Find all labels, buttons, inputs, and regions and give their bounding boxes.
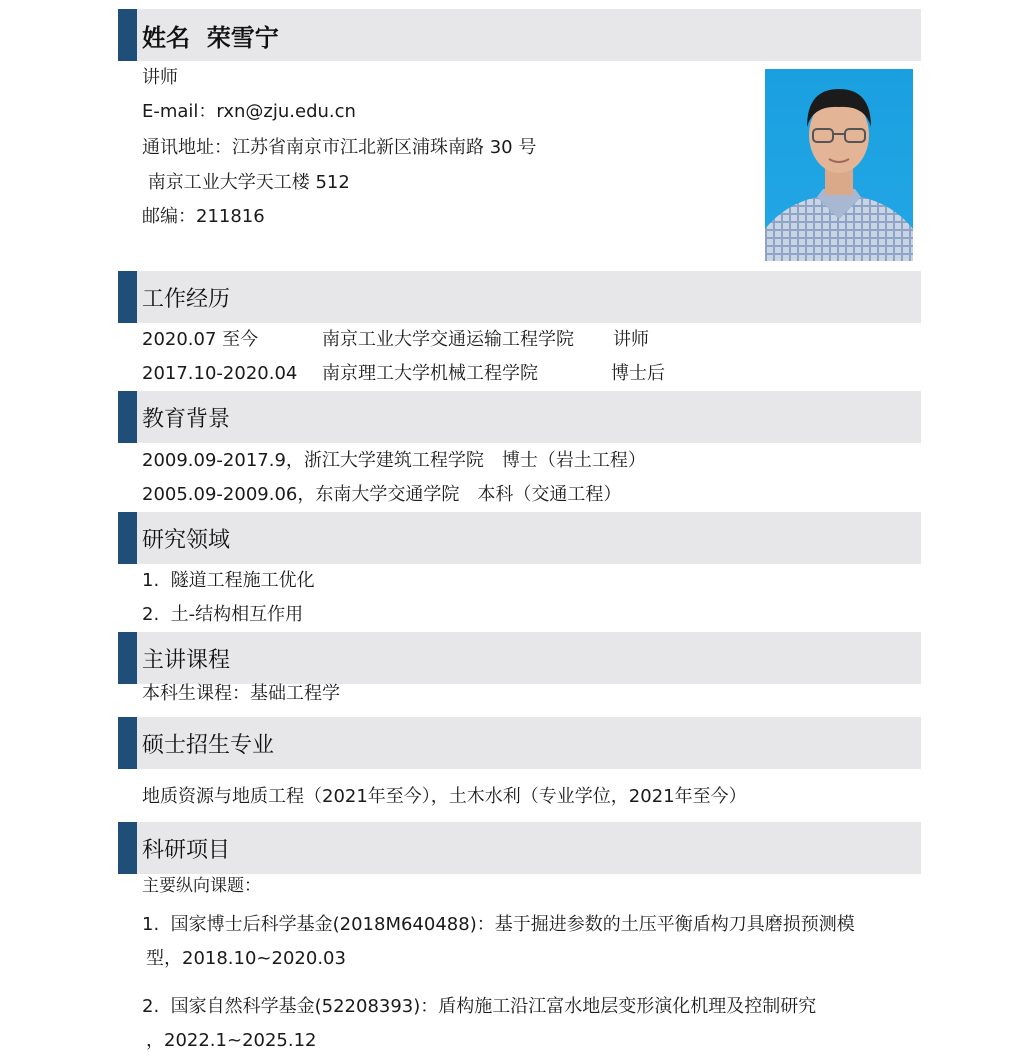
section-title: 主讲课程: [142, 647, 231, 673]
section-bar-master: [118, 717, 921, 769]
position-text: 讲师: [142, 67, 178, 88]
accent-stripe: [118, 512, 137, 564]
work-role: 讲师: [613, 329, 649, 350]
section-title: 工作经历: [142, 286, 231, 312]
project-line: 2. 国家自然科学基金(52208393)：盾构施工沿江富水地层变形演化机理及控制研究: [142, 996, 817, 1017]
projects-subtitle: 主要纵向课题：: [142, 876, 261, 896]
project-line: 1. 国家博士后科学基金(2018M640488)：基于掘进参数的土压平衡盾构刀具磨损预测模: [142, 914, 855, 935]
section-title: 研究领域: [142, 527, 231, 553]
postcode-text: 邮编：211816: [142, 206, 265, 227]
section-bar-research: [118, 512, 921, 564]
work-org: 南京工业大学交通运输工程学院: [322, 329, 574, 350]
section-bar-work: [118, 271, 921, 323]
page-title: 姓名 荣雪宁: [142, 23, 279, 52]
accent-stripe: [118, 632, 137, 684]
accent-stripe: [118, 822, 137, 874]
section-bar-education: [118, 391, 921, 443]
work-period: 2020.07 至今: [142, 329, 259, 350]
section-title: 硕士招生专业: [142, 732, 275, 758]
research-item: 1. 隧道工程施工优化: [142, 570, 315, 591]
project-line: ，2022.1~2025.12: [146, 1030, 317, 1051]
work-role: 博士后: [611, 363, 665, 384]
research-item: 2. 土-结构相互作用: [142, 604, 304, 625]
education-item: 2005.09-2009.06，东南大学交通学院 本科（交通工程）: [142, 484, 622, 505]
master-text: 地质资源与地质工程（2021年至今），土木水利（专业学位，2021年至今）: [142, 786, 747, 807]
work-org: 南京理工大学机械工程学院: [322, 363, 538, 384]
section-title: 教育背景: [142, 406, 231, 432]
accent-stripe: [118, 9, 137, 61]
email-text: E-mail：rxn@zju.edu.cn: [142, 101, 356, 122]
accent-stripe: [118, 717, 137, 769]
section-title: 科研项目: [142, 837, 231, 863]
accent-stripe: [118, 391, 137, 443]
address-line-2: 南京工业大学天工楼 512: [142, 172, 350, 193]
section-bar-projects: [118, 822, 921, 874]
profile-photo: [765, 69, 913, 261]
project-line: 型，2018.10~2020.03: [146, 948, 346, 969]
accent-stripe: [118, 271, 137, 323]
header-bar: [118, 9, 921, 61]
portrait-image: [765, 69, 913, 261]
courses-text: 本科生课程：基础工程学: [142, 683, 340, 704]
education-item: 2009.09-2017.9，浙江大学建筑工程学院 博士（岩土工程）: [142, 450, 646, 471]
section-bar-courses: [118, 632, 921, 684]
address-line-1: 通讯地址：江苏省南京市江北新区浦珠南路 30 号: [142, 137, 537, 158]
work-period: 2017.10-2020.04: [142, 363, 298, 384]
